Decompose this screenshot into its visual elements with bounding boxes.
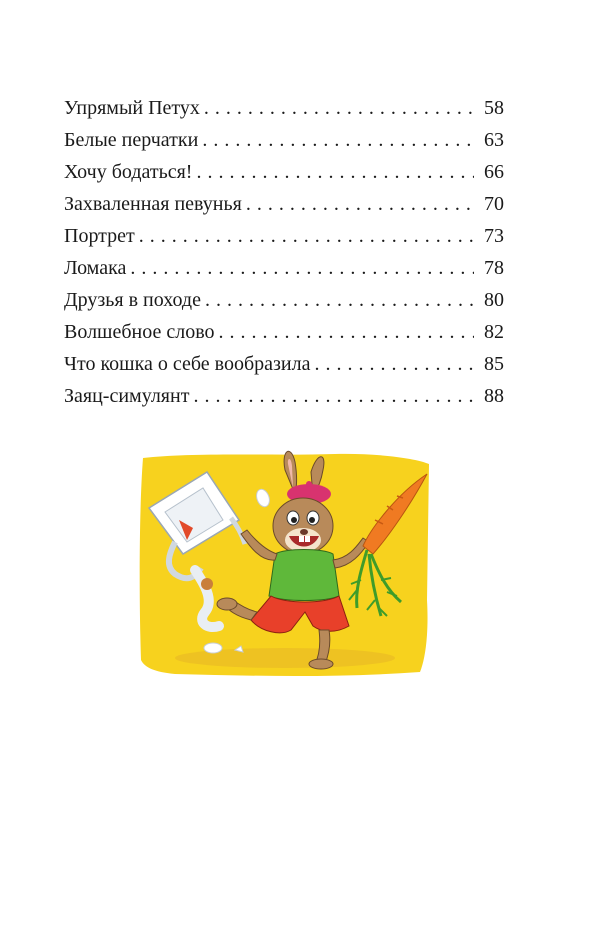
- toc-entry[interactable]: [64, 316, 504, 348]
- toc-entry-title: Упрямый Петух: [64, 97, 200, 119]
- toc-entry-page: 85: [484, 353, 504, 375]
- dot-leader: [204, 92, 474, 124]
- toc-entry-title: Ломака: [64, 257, 127, 279]
- feather-icon: [204, 643, 222, 653]
- table-of-contents: [64, 92, 504, 412]
- toc-entry-title: Что кошка о себе вообразила: [64, 353, 311, 375]
- toc-entry-title: Друзья в походе: [64, 289, 201, 311]
- toc-entry-title: Белые перчатки: [64, 129, 199, 151]
- toc-entry[interactable]: [64, 220, 504, 252]
- toc-entry-page: 66: [484, 161, 504, 183]
- toc-entry-title: Заяц-симулянт: [64, 385, 190, 407]
- toc-entry[interactable]: [64, 156, 504, 188]
- toc-entry-title: Хочу бодаться!: [64, 161, 193, 183]
- dot-leader: [139, 220, 474, 252]
- toc-entry[interactable]: [64, 92, 504, 124]
- toc-entry[interactable]: [64, 124, 504, 156]
- dot-leader: [193, 380, 474, 412]
- hare-illustration: [135, 450, 435, 680]
- toc-entry-page: 63: [484, 129, 504, 151]
- toc-entry-page: 70: [484, 193, 504, 215]
- dot-leader: [205, 284, 474, 316]
- dot-leader: [130, 252, 474, 284]
- toc-entry-page: 58: [484, 97, 504, 119]
- dot-leader: [219, 316, 475, 348]
- dot-leader: [314, 348, 474, 380]
- toc-entry-page: 88: [484, 385, 504, 407]
- toc-entry-page: 73: [484, 225, 504, 247]
- toc-entry-page: 82: [484, 321, 504, 343]
- toc-entry[interactable]: [64, 380, 504, 412]
- toc-entry[interactable]: [64, 348, 504, 380]
- toc-entry-title: Портрет: [64, 225, 135, 247]
- dot-leader: [196, 156, 474, 188]
- toc-entry-title: Захваленная певунья: [64, 193, 242, 215]
- toc-entry[interactable]: [64, 252, 504, 284]
- toc-entry-page: 78: [484, 257, 504, 279]
- dot-leader: [202, 124, 474, 156]
- toc-entry[interactable]: [64, 284, 504, 316]
- dot-leader: [246, 188, 474, 220]
- toc-entry-title: Волшебное слово: [64, 321, 215, 343]
- toc-entry[interactable]: [64, 188, 504, 220]
- toc-entry-page: 80: [484, 289, 504, 311]
